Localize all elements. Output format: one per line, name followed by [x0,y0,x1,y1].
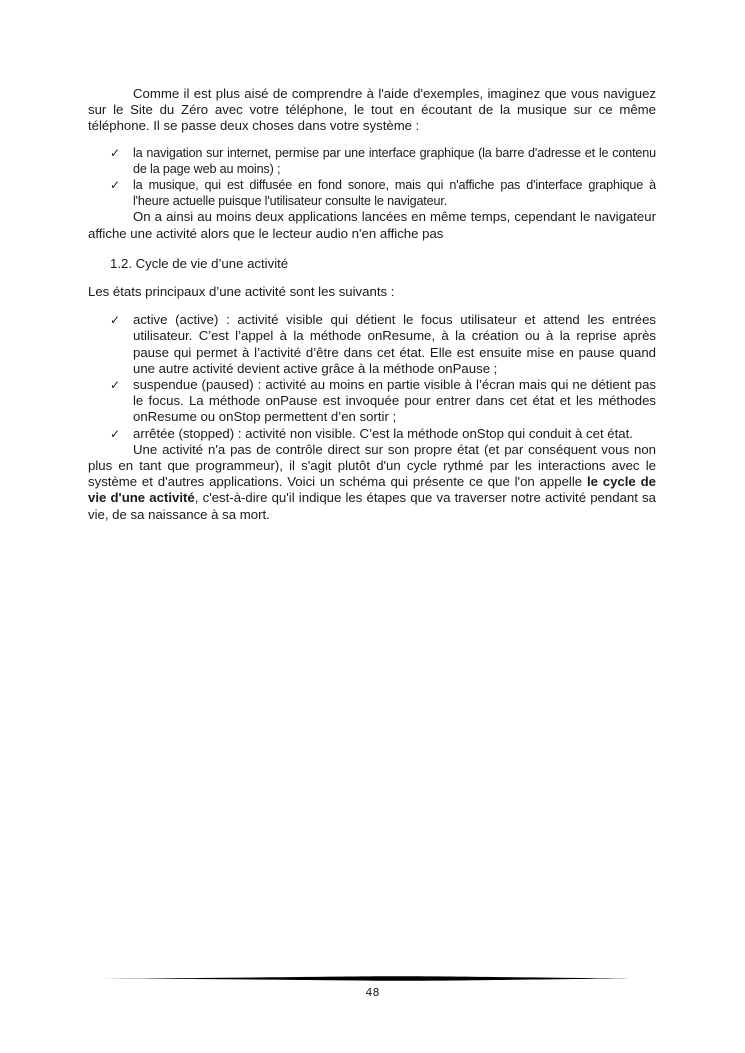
section-heading: 1.2. Cycle de vie d’une activité [110,255,289,271]
document-body [88,86,656,523]
list-item-text: la navigation sur internet, permise par une interface graphique (la barre d'adresse et le contenu de la page web au moins) ; [133,145,656,176]
conclusion-paragraph [88,442,656,523]
list-item [88,426,656,442]
checkmark-icon: ✓ [110,426,121,441]
list-item [88,145,656,177]
footer-rule [103,976,643,981]
list-item-text: la musique, qui est diffusée en fond sonore, mais qui n'affiche pas d'interface graphique à l'heure actuelle puisque l'utilisateur consulte le navigateur. [133,178,656,209]
checkmark-icon: ✓ [110,313,121,328]
list-item-text: suspendue (paused) : activité au moins en partie visible à l’écran mais qui ne détient pas le focus. La méthode onPause est invoquée pour entrer dans cet état et les méthodes onResume ou onStop permettent d’en sortir ; [133,377,656,425]
intro-paragraph: Comme il est plus aisé de comprendre à l'aide d'exemples, imaginez que vous naviguez sur le Site du Zéro avec votre téléphone, le tout en écoutant de la musique sur ce même téléphone. Il se passe deux choses dans votre système : [88,86,656,134]
states-intro-paragraph: Les états principaux d’une activité sont les suivants : [88,284,395,300]
checkmark-icon: ✓ [110,145,120,160]
list-item [88,312,656,377]
apps-paragraph: On a ainsi au moins deux applications lancées en même temps, cependant le navigateur affiche une activité alors que le lecteur audio n'en affiche pas [88,209,656,241]
states-list [88,312,656,442]
checkmark-icon: ✓ [110,178,120,193]
list-item-text: active (active) : activité visible qui détient le focus utilisateur et attend les entrées utilisateur. C’est l’appel à la méthode onResume, à la création ou à la reprise après pause qui permet à l’activité d’être dans cet état. Elle est ensuite mise en pause quand une autre activité devient active grâce à la méthode onPause ; [133,312,656,376]
conclusion-bold-term: le cycle de vie d'une activité [88,474,656,506]
checkmark-icon: ✓ [110,378,121,393]
list-item [88,377,656,426]
list-item-text: arrêtée (stopped) : activité non visible. C’est la méthode onStop qui conduit à cet état. [133,425,633,441]
system-list [88,145,656,210]
conclusion-text-start: Une activité n'a pas de contrôle direct sur son propre état (et par conséquent vous non plus en tant que programmeur), il s'agit plutôt d'un cycle rythmé par les interactions avec le système et d'autres applications. Voici un schéma qui présente ce que l'on appelle [88,441,656,490]
list-item [88,177,656,209]
page-number: 48 [365,986,380,999]
conclusion-text-end: , c'est-à-dire qu'il indique les étapes que va traverser notre activité pendant sa vie, de sa naissance à sa mort. [88,490,656,522]
